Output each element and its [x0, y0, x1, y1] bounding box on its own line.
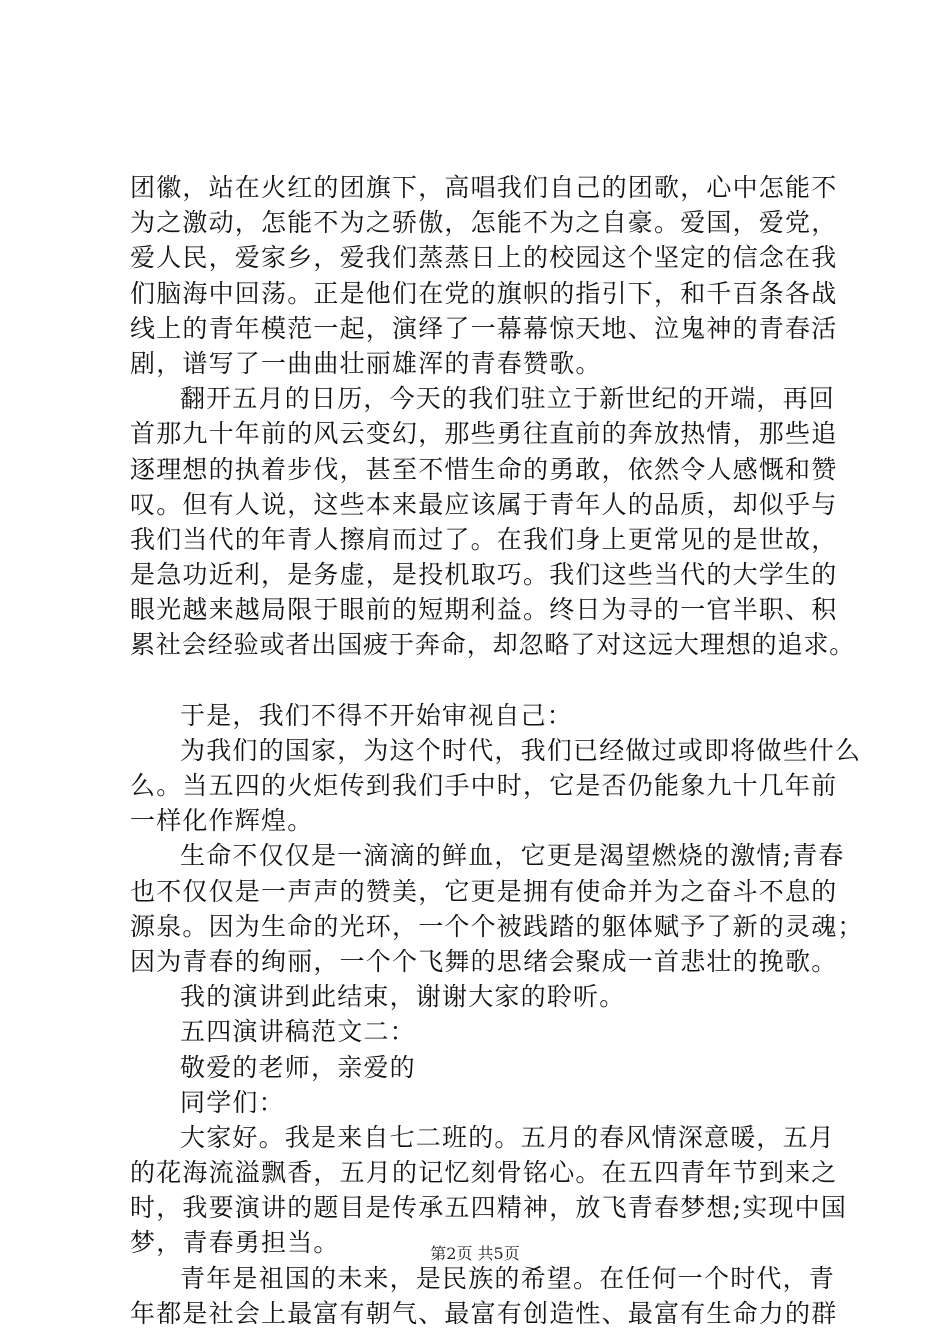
paragraph-start-line: 于是，我们不得不开始审视自己：: [180, 700, 574, 730]
text-line: 们脑海中回荡。正是他们在党的旗帜的指引下，和千百条各战: [130, 278, 838, 308]
text-line: 首那九十年前的风云变幻，那些勇往直前的奔放热情，那些追: [130, 419, 838, 449]
text-line: 线上的青年模范一起，演绎了一幕幕惊天地、泣鬼神的青春活: [130, 313, 838, 343]
text-line: 我们当代的年青人擦肩而过了。在我们身上更常见的是世故，: [130, 524, 838, 554]
body-text: [130, 170, 864, 1331]
text-line: 眼光越来越局限于眼前的短期利益。终日为寻的一官半职、积: [130, 595, 838, 625]
text-line: 一样化作辉煌。: [130, 806, 314, 836]
paragraph-gap: [130, 663, 860, 698]
text-line: 叹。但有人说，这些本来最应该属于青年人的品质，却似乎与: [130, 489, 838, 519]
text-line: 也不仅仅是一声声的赞美，它更是拥有使命并为之奋斗不息的: [130, 876, 838, 906]
text-line: 剧，谱写了一曲曲壮丽雄浑的青春赞歌。: [130, 348, 602, 378]
salutation-line: 同学们：: [180, 1087, 285, 1117]
paragraph-start-line: 翻开五月的日历，今天的我们驻立于新世纪的开端，再回: [180, 384, 836, 414]
text-line: 累社会经验或者出国疲于奔命，却忽略了对这远大理想的追求。: [130, 630, 856, 660]
paragraph-start-line: 生命不仅仅是一滴滴的鲜血，它更是渴望燃烧的激情;青春: [180, 841, 845, 871]
paragraph-start-line: 大家好。我是来自七二班的。五月的春风情深意暖，五月: [180, 1122, 836, 1152]
paragraph-start-line: 我的演讲到此结束，谢谢大家的聆听。: [180, 982, 626, 1012]
text-line: 爱人民，爱家乡，爱我们蒸蒸日上的校园这个坚定的信念在我: [130, 243, 838, 273]
text-line: 是急功近利，是务虚，是投机取巧。我们这些当代的大学生的: [130, 560, 838, 590]
text-line: 为之激动，怎能不为之骄傲，怎能不为之自豪。爱国，爱党，: [130, 208, 838, 238]
text-line: 因为青春的绚丽，一个个飞舞的思绪会聚成一首悲壮的挽歌。: [130, 946, 838, 976]
section-heading: 五四演讲稿范文二：: [180, 1017, 416, 1047]
paragraph-start-line: 为我们的国家，为这个时代，我们已经做过或即将做些什么: [180, 735, 862, 765]
text-line: 时，我要演讲的题目是传承五四精神，放飞青春梦想;实现中国: [130, 1193, 848, 1223]
text-line: 团徽，站在火红的团旗下，高唱我们自己的团歌，心中怎能不: [130, 173, 838, 202]
page-number-footer: 第2页 共5页: [430, 1244, 520, 1263]
text-line: 逐理想的执着步伐，甚至不惜生命的勇敢，依然令人感慨和赞: [130, 454, 838, 484]
text-line: 么。当五四的火炬传到我们手中时，它是否仍能象九十几年前: [130, 771, 838, 800]
text-line: 的花海流溢飘香，五月的记忆刻骨铭心。在五四青年节到来之: [130, 1158, 838, 1188]
text-line: 源泉。因为生命的光环，一个个被践踏的躯体赋予了新的灵魂；: [130, 911, 864, 941]
salutation-line: 敬爱的老师，亲爱的: [180, 1052, 416, 1082]
text-line: 梦，青春勇担当。: [130, 1228, 340, 1258]
paragraph-start-line: 青年是祖国的未来，是民族的希望。在任何一个时代，青: [180, 1263, 836, 1293]
text-line: 年都是社会上最富有朝气、最富有创造性、最富有生命力的群: [130, 1298, 838, 1328]
